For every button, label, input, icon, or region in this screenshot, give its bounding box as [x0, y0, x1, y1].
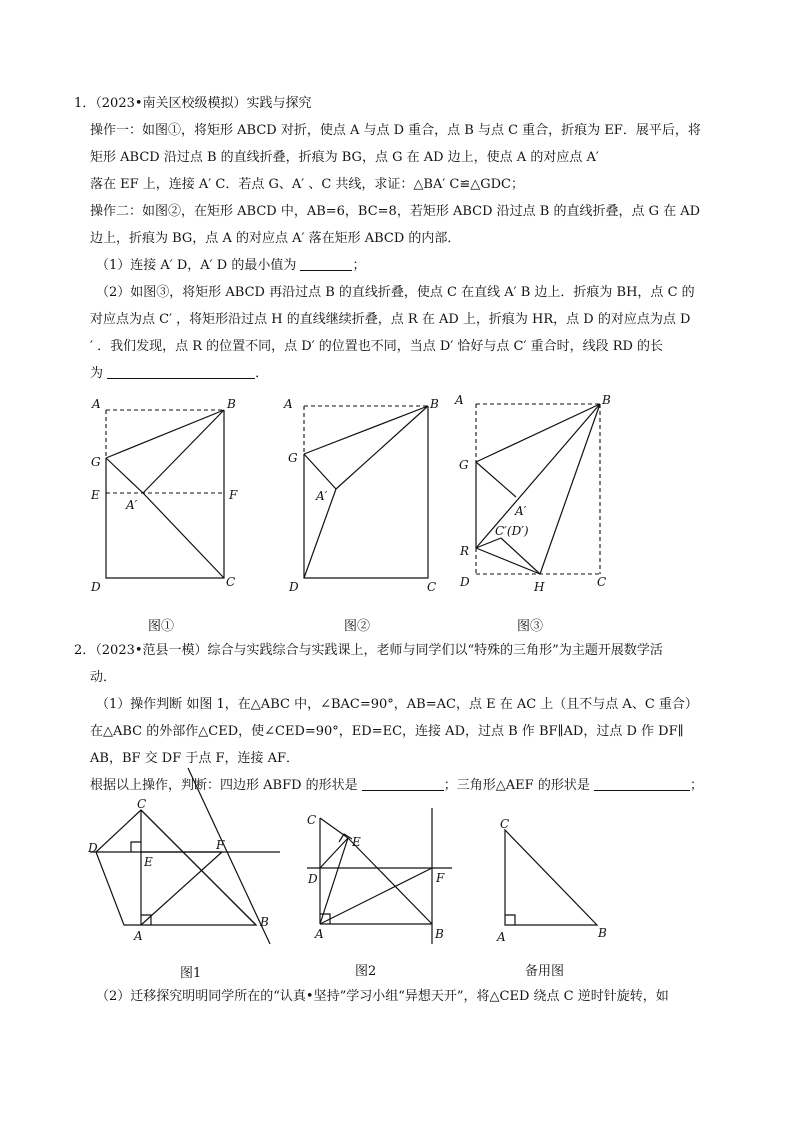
- p2-line1: （2）迁移探究明明同学所在的“认真•坚持”学习小组“异想天开”，将△CED 绕点 C 逆时针旋转，如: [96, 989, 669, 1004]
- figA-label-e: E: [144, 855, 153, 869]
- fig2-seg-ga: [304, 454, 336, 489]
- fig3-fold-bg: [476, 404, 600, 462]
- problem2-line2: 动．: [90, 670, 117, 685]
- figC-label-a: A: [497, 930, 506, 944]
- fig3-fold-hr: [476, 548, 540, 574]
- judge-answer-blank-1[interactable]: [362, 778, 444, 791]
- fig3-label-a: A: [455, 393, 464, 407]
- q1-end: ；: [352, 258, 366, 273]
- fig1-seg-ga: [106, 458, 143, 493]
- figC-triangle: [505, 830, 597, 925]
- fig3-fold-bh: [540, 404, 600, 574]
- figA-right-angle-e: [131, 842, 141, 852]
- op2-line2: 边上，折痕为 BG，点 A 的对应点 A′ 落在矩形 ABCD 的内部．: [90, 231, 461, 246]
- figA-line-bf: [188, 768, 270, 944]
- fig3-label-c: C: [597, 575, 607, 589]
- q2-wei: 为: [90, 366, 104, 381]
- problem1-number: 1．: [74, 96, 96, 111]
- fig3-label-c-d-prime: C′(D′): [495, 524, 529, 538]
- figB-seg-af: [320, 868, 432, 924]
- q2-line3: ′ ．我们发现，点 R 的位置不同，点 D′ 的位置也不同，当点 D′ 恰好与点 C′ 重合时，线段 RD 的长: [90, 339, 664, 354]
- fig3-label-d: D: [460, 575, 470, 589]
- judge-line: [90, 778, 703, 794]
- figC-right-angle-a: [505, 915, 515, 925]
- fig3-caption: 图③: [517, 619, 544, 634]
- q1-text: （1）连接 A′ D，A′ D 的最小值为: [96, 258, 297, 273]
- figA-label-f: F: [216, 838, 225, 852]
- fig1-rect-gdcb: [106, 410, 224, 578]
- fig1-seg-ab: [143, 410, 224, 493]
- figC-label-c: C: [500, 817, 510, 831]
- figC-caption: 备用图: [525, 964, 565, 979]
- op1-line3: 落在 EF 上，连接 A′ C．若点 G、A′ 、C 共线，求证：△BA′ C≌△GDC；: [90, 177, 525, 192]
- q2-line2: 对应点为点 C′ ，将矩形沿过点 H 的直线继续折叠，点 R 在 AD 上，折痕为 HR，点 D 的对应点为点 D: [90, 312, 691, 327]
- q2-end: ．: [255, 366, 269, 381]
- fig2-fold-bg: [304, 406, 428, 454]
- figA-caption: 图1: [180, 966, 202, 981]
- fig3-label-b: B: [602, 393, 611, 407]
- figB-label-f: F: [436, 871, 445, 885]
- fig1-label-f: F: [229, 488, 238, 502]
- fig2-seg-ab: [336, 406, 428, 489]
- figB-seg-de: [320, 838, 348, 868]
- fig2-label-a: A: [284, 397, 293, 411]
- figB-seg-eb: [348, 838, 432, 924]
- fig2-caption: 图②: [344, 619, 371, 634]
- problem1-source: （2023•南关区校级模拟）实践与探究: [95, 96, 312, 111]
- judge-a: 根据以上操作，判断：四边形 ABFD 的形状是: [90, 778, 358, 793]
- q2-line1: （2）如图③，将矩形 ABCD 再沿过点 B 的直线折叠，使点 C 在直线 A′ B 边上．折痕为 BH，点 C 的: [96, 285, 695, 300]
- problem2-header: [74, 643, 663, 659]
- problem2-line1: （2023•范县一模）综合与实践综合与实践课上，老师与同学们以“特殊的三角形”为主题开展数学活: [95, 643, 663, 658]
- figC-label-b: B: [598, 926, 607, 940]
- fig3-seg-ch: [501, 538, 540, 574]
- figA-seg-af: [141, 852, 222, 925]
- judge-b: ；三角形△AEF 的形状是: [443, 778, 590, 793]
- fig2-label-d: D: [289, 580, 299, 594]
- p1-line3: AB，BF 交 DF 于点 F，连接 AF．: [90, 751, 300, 766]
- problem2-number: 2．: [74, 643, 96, 658]
- op1-line1: 操作一：如图①，将矩形 ABCD 对折，使点 A 与点 D 重合，点 B 与点 C 重合，折痕为 EF．展平后，将: [90, 123, 701, 138]
- fig1-label-c: C: [226, 575, 236, 589]
- fig2-label-g: G: [288, 451, 298, 465]
- fig2-label-a-prime: A′: [316, 489, 328, 503]
- fig2-label-b: B: [430, 397, 439, 411]
- figB-caption: 图2: [355, 964, 377, 979]
- fig2-label-c: C: [427, 580, 437, 594]
- figB-label-a: A: [315, 927, 324, 941]
- fig1-seg-ac: [143, 493, 224, 578]
- fig1-label-d: D: [91, 580, 101, 594]
- fig3-label-h: H: [534, 580, 545, 594]
- fig1-label-a: A: [92, 397, 101, 411]
- figA-outline: [96, 810, 256, 925]
- judge-end: ；: [689, 778, 703, 793]
- figA-label-d: D: [88, 841, 98, 855]
- figA-label-a: A: [134, 929, 143, 943]
- figB-label-d: D: [308, 872, 318, 886]
- fig3-label-g: G: [459, 458, 469, 472]
- figA-seg-cb: [141, 810, 256, 925]
- fig1-fold-bg: [106, 410, 224, 458]
- p1-line1: （1）操作判断 如图 1，在△ABC 中，∠BAC=90°，AB=AC，点 E 在 AC 上（且不与点 A、C 重合）: [96, 697, 698, 712]
- fig3-label-r: R: [460, 544, 470, 558]
- fig3-seg-ga: [476, 462, 516, 497]
- fig1-caption: 图①: [148, 619, 175, 634]
- figA-label-c: C: [137, 797, 147, 811]
- op2-line1: 操作二：如图②，在矩形 ABCD 中，AB=6，BC=8，若矩形 ABCD 沿过点 B 的直线折叠，点 G 在 AD: [90, 204, 701, 219]
- p1-line2: 在△ABC 的外部作△CED，使∠CED=90°，ED=EC，连接 AD，过点 B 作 BF∥AD，过点 D 作 DF∥: [90, 724, 684, 739]
- fig1-label-b: B: [227, 397, 236, 411]
- figB-label-c: C: [307, 813, 317, 827]
- fig1-label-e: E: [91, 488, 100, 502]
- judge-answer-blank-2[interactable]: [594, 778, 690, 791]
- figB-seg-ea: [320, 838, 348, 924]
- figB-label-b: B: [435, 927, 444, 941]
- op1-line2: 矩形 ABCD 沿过点 B 的直线折叠，折痕为 BG，点 G 在 AD 边上，使点 A 的对应点 A′: [90, 150, 599, 165]
- fig3-label-a-prime: A′: [515, 504, 527, 518]
- figB-label-e: E: [352, 835, 361, 849]
- fig1-label-a-prime: A′: [126, 498, 138, 512]
- fig1-label-g: G: [91, 455, 101, 469]
- figA-label-b: B: [260, 915, 269, 929]
